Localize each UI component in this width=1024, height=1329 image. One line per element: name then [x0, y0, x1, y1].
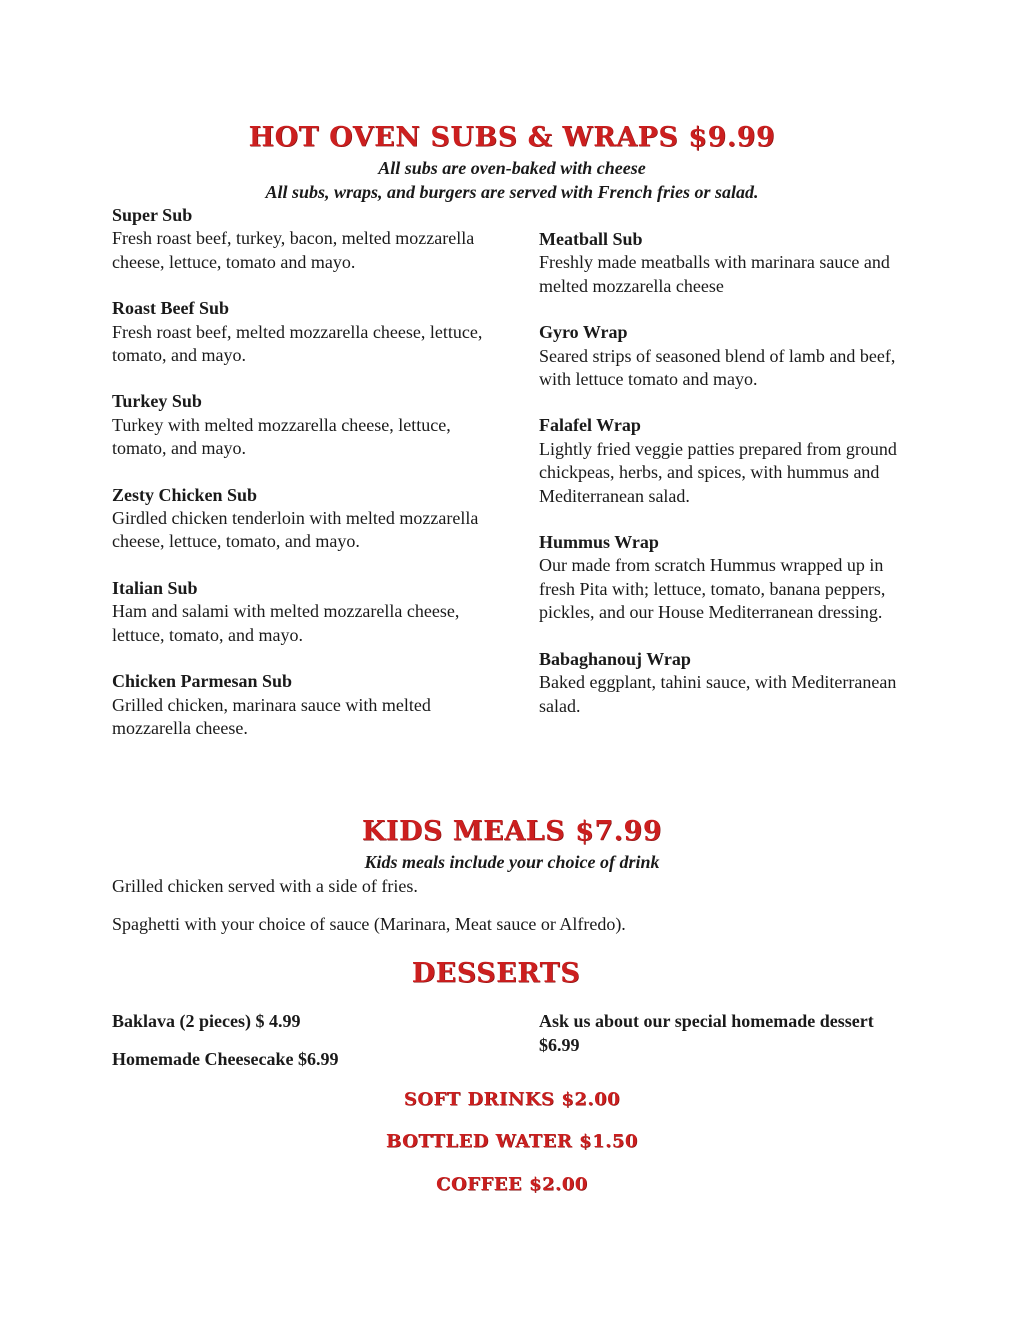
menu-item-chicken-parmesan-sub	[112, 670, 492, 740]
item-name: Italian Sub	[112, 577, 198, 598]
item-description: Fresh roast beef, melted mozzarella cheese, lettuce, tomato, and mayo.	[112, 321, 483, 366]
dessert-special: Ask us about our special homemade dessert $6.99	[539, 1011, 874, 1055]
dessert-baklava: Baklava (2 pieces) $ 4.99	[112, 1011, 301, 1031]
drink-soft-drinks: SOFT DRINKS $2.00	[403, 1089, 621, 1110]
item-name: Falafel Wrap	[539, 415, 641, 436]
item-description: Our made from scratch Hummus wrapped up in fresh Pita with; lettuce, tomato, banana peppers, pickles, and our House Mediterranean dressing.	[539, 555, 886, 623]
menu-item-turkey-sub	[112, 390, 492, 460]
item-description: Baked eggplant, tahini sauce, with Mediterranean salad.	[539, 672, 897, 716]
subs-title: HOT OVEN SUBS & WRAPS $9.99	[248, 122, 776, 153]
drink-bottled-water: BOTTLED WATER $1.50	[386, 1131, 638, 1152]
menu-item-hummus-wrap	[539, 531, 911, 625]
item-description: Lightly fried veggie patties prepared from ground chickpeas, herbs, and spices, with hummus and Mediterranean salad.	[539, 438, 897, 506]
item-name: Meatball Sub	[539, 229, 643, 249]
menu-item-italian-sub	[112, 577, 492, 647]
subs-note-oven: All subs are oven-baked with cheese	[378, 158, 646, 178]
kids-item-chicken: Grilled chicken served with a side of fries.	[112, 876, 418, 896]
item-name: Roast Beef Sub	[112, 298, 230, 319]
item-description: Seared strips of seasoned blend of lamb and beef, with lettuce tomato and mayo.	[539, 345, 896, 390]
menu-item-meatball-sub	[539, 228, 911, 298]
menu-item-babaghanouj-wrap	[539, 648, 911, 718]
drink-coffee: COFFEE $2.00	[436, 1174, 588, 1195]
desserts-title: DESSERTS	[411, 958, 581, 989]
item-description: Girdled chicken tenderloin with melted mozzarella cheese, lettuce, tomato, and mayo.	[112, 508, 479, 552]
item-name: Turkey Sub	[112, 391, 202, 412]
item-name: Gyro Wrap	[539, 322, 628, 343]
subs-right-column	[539, 228, 911, 741]
kids-item-spaghetti: Spaghetti with your choice of sauce (Marinara, Meat sauce or Alfredo).	[112, 914, 626, 934]
menu-item-super-sub	[112, 204, 492, 274]
item-name: Super Sub	[112, 205, 193, 225]
menu-item-gyro-wrap	[539, 321, 911, 391]
dessert-cheesecake: Homemade Cheesecake $6.99	[112, 1049, 339, 1069]
item-description: Grilled chicken, marinara sauce with melted mozzarella cheese.	[112, 694, 431, 738]
menu-item-roast-beef-sub	[112, 297, 492, 367]
item-name: Hummus Wrap	[539, 532, 659, 553]
item-name: Zesty Chicken Sub	[112, 484, 258, 505]
menu-item-zesty-chicken-sub	[112, 484, 492, 554]
kids-note: Kids meals include your choice of drink	[364, 852, 660, 872]
item-description: Freshly made meatballs with marinara sauce and melted mozzarella cheese	[539, 252, 890, 296]
item-name: Babaghanouj Wrap	[539, 648, 691, 669]
item-description: Ham and salami with melted mozzarella cheese, lettuce, tomato, and mayo.	[112, 601, 460, 645]
subs-left-column	[112, 204, 492, 763]
kids-title: KIDS MEALS $7.99	[361, 816, 663, 847]
menu-item-falafel-wrap	[539, 414, 911, 508]
item-description: Turkey with melted mozzarella cheese, lettuce, tomato, and mayo.	[112, 414, 451, 459]
subs-note-sides: All subs, wraps, and burgers are served with French fries or salad.	[265, 182, 759, 202]
item-description: Fresh roast beef, turkey, bacon, melted mozzarella cheese, lettuce, tomato and mayo.	[112, 228, 475, 272]
item-name: Chicken Parmesan Sub	[112, 671, 293, 692]
